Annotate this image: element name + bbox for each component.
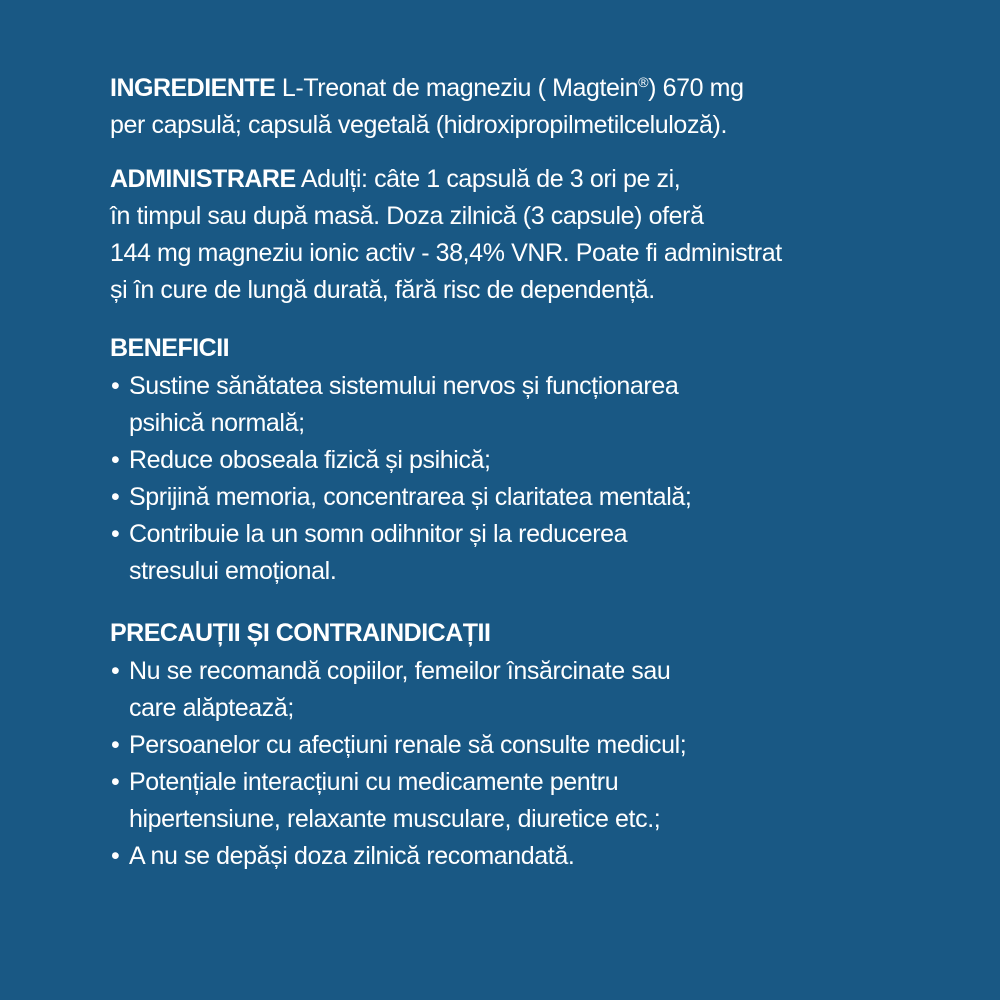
benefit-item-line: Contribuie la un somn odihnitor și la reducerea xyxy=(129,520,628,548)
benefit-item xyxy=(110,442,910,479)
precaution-item xyxy=(110,653,910,727)
precaution-item-line: hipertensiune, relaxante musculare, diuretice etc.; xyxy=(129,805,661,833)
bullet-marker: • xyxy=(111,520,120,548)
registered-mark: ® xyxy=(638,74,649,90)
bullet-marker: • xyxy=(111,768,120,796)
benefit-item-line: Sustine sănătatea sistemului nervos și funcționarea xyxy=(129,372,679,400)
ingredients-dose: ) 670 mg xyxy=(648,74,744,102)
precaution-item xyxy=(110,838,910,875)
precaution-item-line: Potențiale interacțiuni cu medicamente pentru xyxy=(129,768,619,796)
ingredients-line: per capsulă; capsulă vegetală (hidroxipropilmetilceluloză). xyxy=(110,111,728,139)
administration-line: 144 mg magneziu ionic activ - 38,4% VNR. Poate fi administrat xyxy=(110,239,782,267)
benefit-item-line: psihică normală; xyxy=(129,409,305,437)
benefits-section xyxy=(110,330,910,590)
ingredients-section xyxy=(110,70,910,144)
benefits-list xyxy=(110,368,910,590)
administration-line: și în cure de lungă durată, fără risc de dependență. xyxy=(110,276,655,304)
bullet-marker: • xyxy=(111,372,120,400)
benefit-item xyxy=(110,516,910,590)
precaution-item xyxy=(110,727,910,764)
precautions-section xyxy=(110,615,910,875)
benefit-item xyxy=(110,368,910,442)
administration-label: ADMINISTRARE xyxy=(110,165,296,193)
precaution-item-line: A nu se depăși doza zilnică recomandată. xyxy=(129,842,575,870)
precaution-item-line: Persoanelor cu afecțiuni renale să consulte medicul; xyxy=(129,731,687,759)
precaution-item-line: Nu se recomandă copiilor, femeilor însărcinate sau xyxy=(129,657,671,685)
precaution-item-line: care alăptează; xyxy=(129,694,294,722)
bullet-marker: • xyxy=(111,657,120,685)
ingredients-label: INGREDIENTE xyxy=(110,74,276,102)
administration-text: Adulți: câte 1 capsulă de 3 ori pe zi, xyxy=(295,165,681,193)
bullet-marker: • xyxy=(111,731,120,759)
precautions-list xyxy=(110,653,910,875)
ingredients-text: L-Treonat de magneziu ( Magtein xyxy=(275,74,639,102)
precautions-heading: PRECAUȚII ȘI CONTRAINDICAȚII xyxy=(110,619,491,647)
product-text-block xyxy=(110,70,910,875)
bullet-marker: • xyxy=(111,483,120,511)
ingredients-line xyxy=(110,70,910,107)
administration-line: în timpul sau după masă. Doza zilnică (3 capsule) oferă xyxy=(110,202,704,230)
precaution-item xyxy=(110,764,910,838)
benefit-item-line: Reduce oboseala fizică și psihică; xyxy=(129,446,491,474)
benefit-item-line: stresului emoțional. xyxy=(129,557,337,585)
bullet-marker: • xyxy=(111,842,120,870)
benefit-item-line: Sprijină memoria, concentrarea și claritatea mentală; xyxy=(129,483,692,511)
administration-line xyxy=(110,161,910,198)
bullet-marker: • xyxy=(111,446,120,474)
benefits-heading: BENEFICII xyxy=(110,334,230,362)
administration-section xyxy=(110,161,910,309)
benefit-item xyxy=(110,479,910,516)
